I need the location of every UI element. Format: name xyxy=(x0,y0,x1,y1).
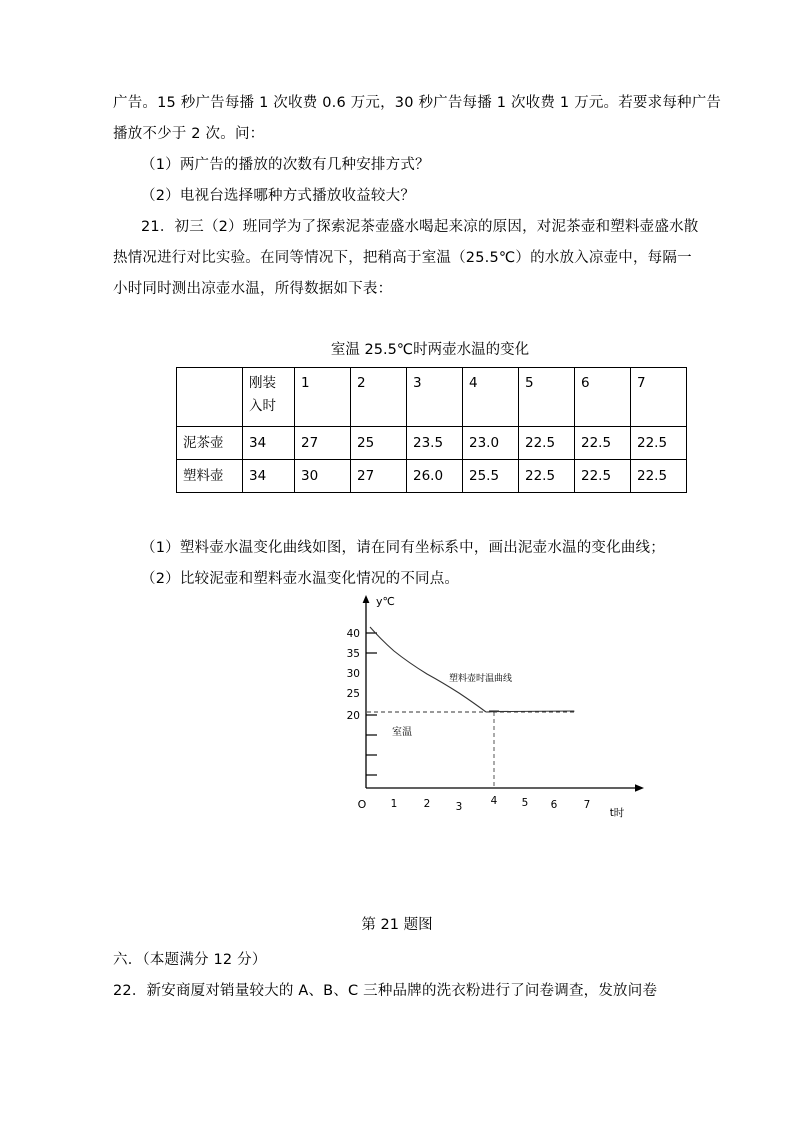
table-cell: 25.5 xyxy=(463,460,519,493)
question-2-line: （2）电视台选择哪种方式播放收益较大？ xyxy=(141,188,416,204)
x-tick-label-3: 3 xyxy=(455,801,463,813)
section-heading-six: 六．（本题满分 12 分） xyxy=(113,952,267,968)
x-tick-label-7: 7 xyxy=(583,799,591,811)
table-row xyxy=(177,427,687,460)
table-header-hour: 6 xyxy=(575,368,631,427)
paragraph-line: 广告。15 秒广告每播 1 次收费 0.6 万元，30 秒广告每播 1 次收费 1 万元。若要求每种广告 xyxy=(113,95,722,111)
sub-question-1: （1）塑料壶水温变化曲线如图，请在同有坐标系中，画出泥壶水温的变化曲线； xyxy=(141,540,665,556)
table-cell: 34 xyxy=(243,460,295,493)
cooling-curve-upper xyxy=(370,627,486,712)
x-axis-title: t时 xyxy=(609,807,625,819)
table-cell: 27 xyxy=(295,427,351,460)
header-initial-line1: 刚装 xyxy=(249,375,276,391)
table-cell: 22.5 xyxy=(575,460,631,493)
table-header-hour: 3 xyxy=(407,368,463,427)
table-cell: 23.0 xyxy=(463,427,519,460)
y-tick-label-30: 30 xyxy=(346,668,360,680)
row-label: 塑料壶 xyxy=(177,460,243,493)
temperature-chart xyxy=(326,592,656,837)
table-cell: 26.0 xyxy=(407,460,463,493)
temperature-table-block xyxy=(176,339,684,493)
table-header-hour: 4 xyxy=(463,368,519,427)
table-cell: 22.5 xyxy=(519,427,575,460)
table-corner-cell xyxy=(177,368,243,427)
problem-22-line: 22．新安商厦对销量较大的 A、B、C 三种品牌的洗衣粉进行了问卷调查，发放问卷 xyxy=(113,983,658,999)
temperature-table xyxy=(176,367,687,493)
room-temp-label: 室温 xyxy=(392,727,412,738)
table-header-initial xyxy=(243,368,295,427)
origin-label: O xyxy=(357,798,367,811)
table-cell: 25 xyxy=(351,427,407,460)
question-1-line: （1）两广告的播放的次数有几种安排方式？ xyxy=(141,157,430,173)
table-cell: 34 xyxy=(243,427,295,460)
top-text-block xyxy=(113,88,722,305)
y-axis-arrow xyxy=(363,595,370,603)
y-tick-label-40: 40 xyxy=(346,628,360,640)
y-tick-label-25: 25 xyxy=(346,688,360,700)
x-tick-label-4: 4 xyxy=(490,795,498,807)
x-axis-arrow xyxy=(635,784,644,792)
paragraph-line: 播放不少于 2 次。问： xyxy=(113,126,265,142)
x-tick-label-6: 6 xyxy=(550,799,558,811)
table-header-hour: 7 xyxy=(631,368,687,427)
table-header-hour: 5 xyxy=(519,368,575,427)
bottom-text-block xyxy=(113,945,693,1007)
cooling-curve-tail xyxy=(486,711,574,712)
chart-svg xyxy=(326,592,656,837)
table-header-hour: 1 xyxy=(295,368,351,427)
x-tick-label-5: 5 xyxy=(521,797,529,809)
table-cell: 23.5 xyxy=(407,427,463,460)
table-cell: 22.5 xyxy=(631,460,687,493)
table-cell: 22.5 xyxy=(631,427,687,460)
table-row xyxy=(177,460,687,493)
y-axis-title: y℃ xyxy=(376,595,395,608)
table-cell: 27 xyxy=(351,460,407,493)
row-label: 泥茶壶 xyxy=(177,427,243,460)
figure-caption: 第 21 题图 xyxy=(361,917,433,933)
paragraph-line: 小时同时测出凉壶水温，所得数据如下表： xyxy=(113,281,393,297)
table-cell: 22.5 xyxy=(519,460,575,493)
sub-question-2: （2）比较泥壶和塑料壶水温变化情况的不同点。 xyxy=(141,571,460,587)
paragraph-line: 热情况进行对比实验。在同等情况下，把稍高于室温（25.5℃）的水放入凉壶中，每隔一 xyxy=(113,250,692,266)
table-header-row xyxy=(177,368,687,427)
problem-21-line: 21．初三（2）班同学为了探索泥茶壶盛水喝起来凉的原因，对泥茶壶和塑料壶盛水散 xyxy=(141,219,699,235)
x-tick-label-1: 1 xyxy=(390,798,398,810)
table-caption: 室温 25.5℃时两壶水温的变化 xyxy=(330,342,530,358)
curve-label: 塑料壶时温曲线 xyxy=(449,674,513,684)
x-tick-label-2: 2 xyxy=(423,798,431,810)
table-cell: 30 xyxy=(295,460,351,493)
table-cell: 22.5 xyxy=(575,427,631,460)
y-tick-label-20: 20 xyxy=(346,710,360,722)
after-table-questions xyxy=(113,533,685,595)
y-tick-label-35: 35 xyxy=(346,648,360,660)
header-initial-line2: 入时 xyxy=(249,398,276,414)
table-header-hour: 2 xyxy=(351,368,407,427)
